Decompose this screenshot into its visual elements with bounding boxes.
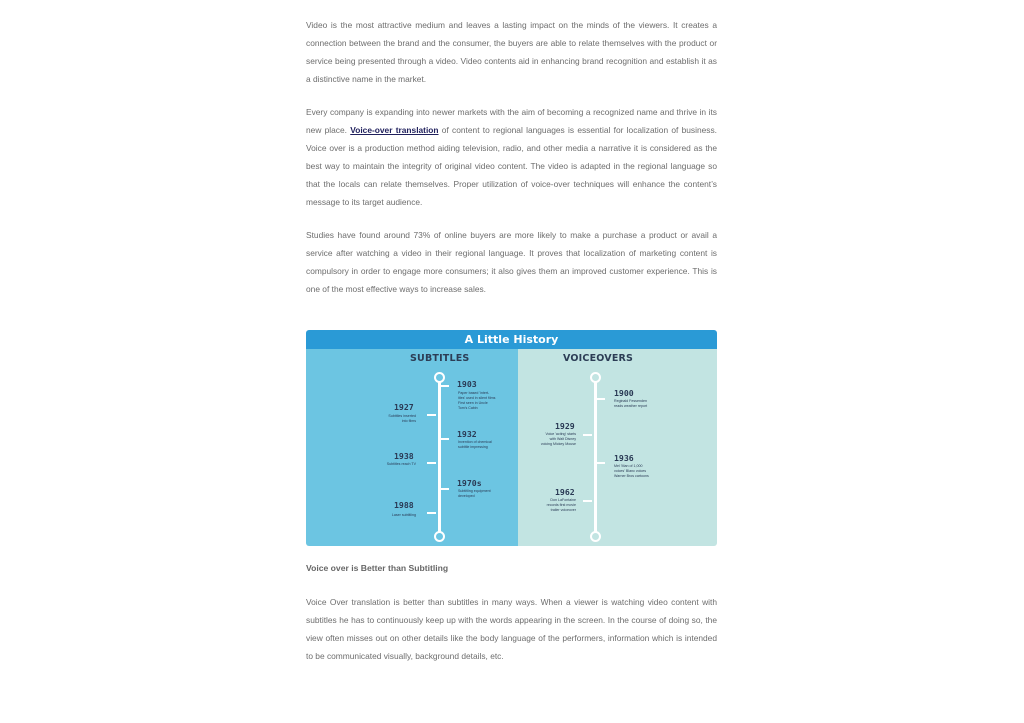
timeline-end-node: [590, 531, 601, 542]
event-description: Laser subtitling: [391, 513, 416, 517]
event-year: 1927: [394, 402, 414, 412]
event-description: Paper based 'intert- itles' used in silent films First seen in Uncle Tom's Cabin: [458, 391, 496, 410]
infographic-title: A Little History: [306, 330, 717, 349]
event-description: Invention of chemical subtitle impressing: [458, 440, 492, 449]
timeline-start-node: [590, 372, 601, 383]
timeline-tick: [583, 434, 592, 436]
voiceovers-heading: VOICEOVERS: [563, 353, 634, 364]
paragraph-localization-start: Every company is expanding into newer markets with the aim of becoming a recognized name and thrive in its new place.: [306, 107, 717, 135]
event-year: 1988: [394, 500, 414, 510]
event-year: 1903: [457, 379, 477, 389]
paragraph-localization-end: of content to regional languages is essential for localization of business. Voice over is a production method aiding television, radio, and other media a narrative it is considered as the best way to maintain the integrity of original video content. The video is adapted in the regional language so that the locals can relate themselves. Proper utilization of voice-over techniques will enhance the content’s message to its target audience.: [306, 125, 717, 207]
event-year: 1962: [555, 487, 575, 497]
event-description: Subtitles reach TV: [386, 462, 416, 466]
event-year: 1938: [394, 451, 414, 461]
event-year: 1900: [614, 388, 634, 398]
paragraph-studies: Studies have found around 73% of online buyers are more likely to make a purchase a product or avail a service after watching a video in their regional language. It proves that localization of marketing content is compulsory in order to engage more consumers; it also gives them an improved customer experience. This is one of the most effective ways to increase sales.: [306, 230, 717, 294]
event-description: Voice 'acting' starts with Walt Disney voicing Mickey Mouse: [540, 432, 576, 446]
timeline-tick: [596, 462, 605, 464]
event-year: 1936: [614, 453, 634, 463]
event-year: 1929: [555, 421, 575, 431]
voice-over-translation-link[interactable]: Voice-over translation: [350, 125, 439, 135]
event-description: Subtitles inserted into films: [388, 414, 416, 423]
subtitles-timeline-line: [438, 381, 441, 533]
event-description: Mel 'Man of 1,000 voices' Blanc voices Warner Bros cartoons: [614, 464, 649, 478]
timeline-tick: [596, 398, 605, 400]
voiceovers-timeline-line: [594, 381, 597, 533]
timeline-tick: [427, 462, 436, 464]
article-body-continued: [306, 563, 717, 665]
timeline-start-node: [434, 372, 445, 383]
article-body: [306, 16, 717, 298]
event-year: 1970s: [457, 478, 482, 488]
timeline-tick: [427, 512, 436, 514]
history-infographic: [306, 330, 717, 546]
event-description: Subtitling equipment developed: [458, 489, 491, 498]
event-year: 1932: [457, 429, 477, 439]
timeline-tick: [440, 385, 449, 387]
paragraph-intro: Video is the most attractive medium and leaves a lasting impact on the minds of the viewers. It creates a connection between the brand and the consumer, the buyers are able to relate themselves with the product or service being presented through a video. Video contents aid in enhancing brand recognition and establish it as a distinctive name in the market.: [306, 20, 717, 84]
timeline-tick: [583, 500, 592, 502]
section-subheading: Voice over is Better than Subtitling: [306, 563, 449, 573]
event-description: Don LaFontaine records first movie trailer voiceover: [546, 498, 576, 512]
voiceovers-panel: [518, 349, 717, 546]
timeline-tick: [427, 414, 436, 416]
subtitles-heading: SUBTITLES: [410, 353, 470, 364]
event-description: Reginald Fessenden reads weather report: [614, 399, 648, 408]
paragraph-localization: [306, 103, 717, 211]
timeline-end-node: [434, 531, 445, 542]
timeline-tick: [440, 438, 449, 440]
paragraph-voiceover-vs-subtitles: Voice Over translation is better than subtitles in many ways. When a viewer is watching video content with subtitles he has to continuously keep up with the words appearing in the screen. In the course of doing so, the view often misses out on other details like the body language of the performers, information which is intended to be communicated visually, background details, etc.: [306, 597, 717, 661]
timeline-tick: [440, 488, 449, 490]
